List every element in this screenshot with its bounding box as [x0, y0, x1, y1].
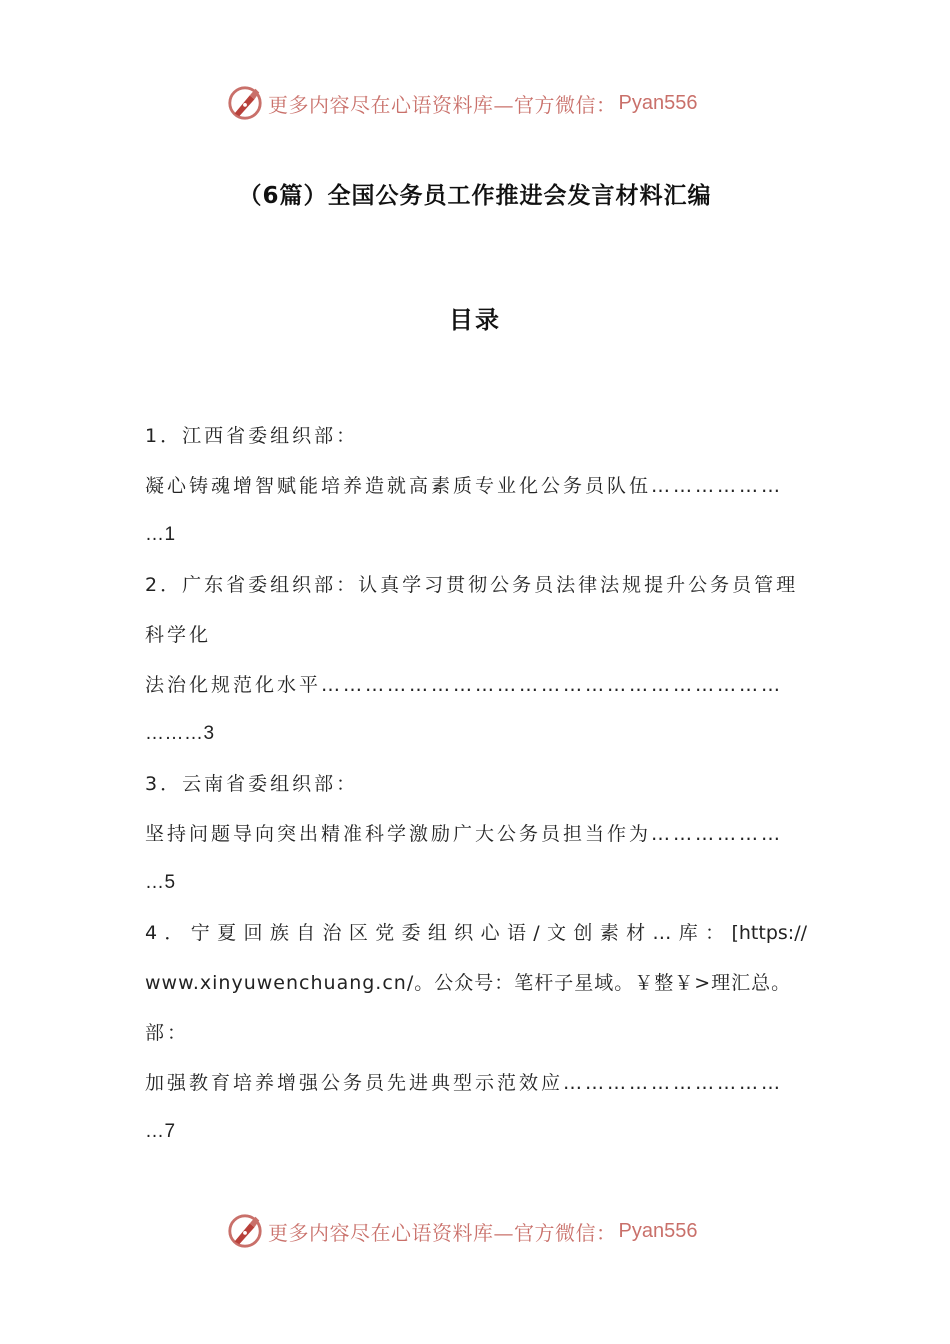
toc-entry-4-page: …7	[145, 1121, 176, 1142]
toc-entry-2-title-end: 法治化规范化水平………………………………………………………	[145, 674, 784, 696]
toc-entry-2-title-cont: 科学化	[145, 624, 212, 646]
toc-entry-4-title: 加强教育培养增强公务员先进典型示范效应…………………………	[145, 1072, 784, 1094]
watermark-handle: Pyan556	[618, 91, 698, 114]
toc-entry-1-page: …1	[145, 524, 176, 545]
pen-logo-icon	[226, 1212, 264, 1250]
toc-entry-4-heading: 4．宁夏回族自治区党委组织心语/文创素材…库：[https://	[145, 922, 807, 944]
watermark-banner-top	[226, 83, 697, 123]
watermark-handle: Pyan556	[618, 1219, 698, 1242]
toc-entry-1-title: 凝心铸魂增智赋能培养造就高素质专业化公务员队伍………………	[145, 475, 784, 497]
toc-entry-4-heading-cont: www.xinyuwenchuang.cn/。公众号：笔杆子星域。￥整￥>理汇总。	[145, 972, 792, 994]
toc-entry-1-heading: 1．江西省委组织部：	[145, 425, 359, 447]
toc-entry-2-page: ………3	[145, 723, 215, 744]
toc-entry-4-heading-end: 部：	[145, 1022, 190, 1044]
pen-logo-icon	[226, 84, 264, 122]
watermark-banner-bottom	[226, 1211, 697, 1251]
watermark-text: 更多内容尽在心语资料库—官方微信：	[268, 1220, 617, 1245]
document-title: （6篇）全国公务员工作推进会发言材料汇编	[238, 183, 712, 209]
toc-heading: 目录	[449, 306, 501, 334]
toc-entry-3-title: 坚持问题导向突出精准科学激励广大公务员担当作为………………	[145, 823, 784, 845]
toc-entry-2-heading: 2．广东省委组织部：认真学习贯彻公务员法律法规提升公务员管理	[145, 574, 799, 596]
toc-entry-3-heading: 3．云南省委组织部：	[145, 773, 359, 795]
toc-entry-3-page: …5	[145, 872, 176, 893]
watermark-text: 更多内容尽在心语资料库—官方微信：	[268, 92, 617, 117]
